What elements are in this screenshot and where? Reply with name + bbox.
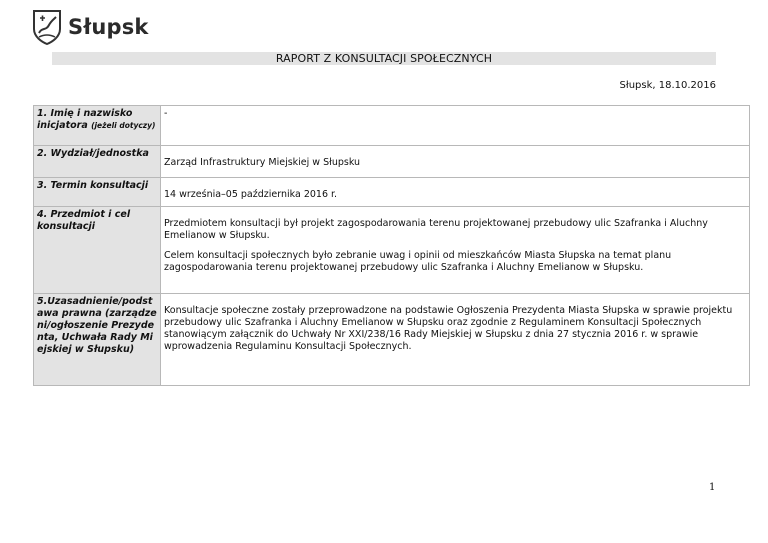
table-row	[34, 146, 750, 178]
page-number: 1	[709, 482, 716, 493]
city-logo	[32, 9, 149, 45]
row-value-subject	[161, 207, 750, 294]
logo-wordmark: Słupsk	[68, 15, 149, 39]
row-label-subject: 4. Przedmiot i cel konsultacji	[34, 207, 161, 294]
row-label-note: (jeżeli dotyczy)	[91, 121, 156, 130]
subject-paragraph-2: Celem konsultacji społecznych było zebranie uwag i opinii od mieszkańców Miasta Słupska na temat planu zagospodarowania terenu projektowanej przebudowy ulic Szafranka i Aluchny Emelianow w Słupsku.	[164, 250, 672, 273]
row-label-department: 2. Wydział/jednostka	[34, 146, 161, 178]
table-row	[34, 207, 750, 294]
row-label-initiator	[34, 106, 161, 146]
table-row	[34, 178, 750, 207]
row-label-legal-basis: 5.Uzasadnienie/podstawa prawna (zarządzeni/ogłoszenie Prezydenta, Uchwała Rady Miejskiej w Słupsku)	[34, 294, 161, 386]
row-label-term: 3. Termin konsultacji	[34, 178, 161, 207]
row-label-text: 1. Imię i nazwisko inicjatora	[37, 108, 133, 131]
table-row	[34, 294, 750, 386]
coat-of-arms-icon	[32, 9, 62, 45]
report-table	[33, 105, 750, 386]
row-value-legal-basis: Konsultacje społeczne zostały przeprowadzone na podstawie Ogłoszenia Prezydenta Miasta Słupska w sprawie projektu przebudowy ulic Szafranka i Aluchny Emelianow w Słupsku oraz zgodnie z Regulaminem Konsultacji Społecznych stanowiącym załącznik do Uchwały Nr XXI/238/16 Rady Miejskiej w Słupsku z dnia 27 stycznia 2016 r. w sprawie wprowadzenia Regulaminu Konsultacji Społecznych.	[161, 294, 750, 386]
row-value-department: Zarząd Infrastruktury Miejskiej w Słupsku	[161, 146, 750, 178]
report-title: RAPORT Z KONSULTACJI SPOŁECZNYCH	[52, 52, 716, 65]
subject-paragraph-1: Przedmiotem konsultacji był projekt zagospodarowania terenu projektowanej przebudowy ulic Szafranka i Aluchny Emelianow w Słupsku.	[164, 218, 708, 241]
row-value-initiator: -	[161, 106, 750, 146]
row-value-term: 14 września–05 października 2016 r.	[161, 178, 750, 207]
report-date: Słupsk, 18.10.2016	[619, 80, 716, 91]
table-row	[34, 106, 750, 146]
